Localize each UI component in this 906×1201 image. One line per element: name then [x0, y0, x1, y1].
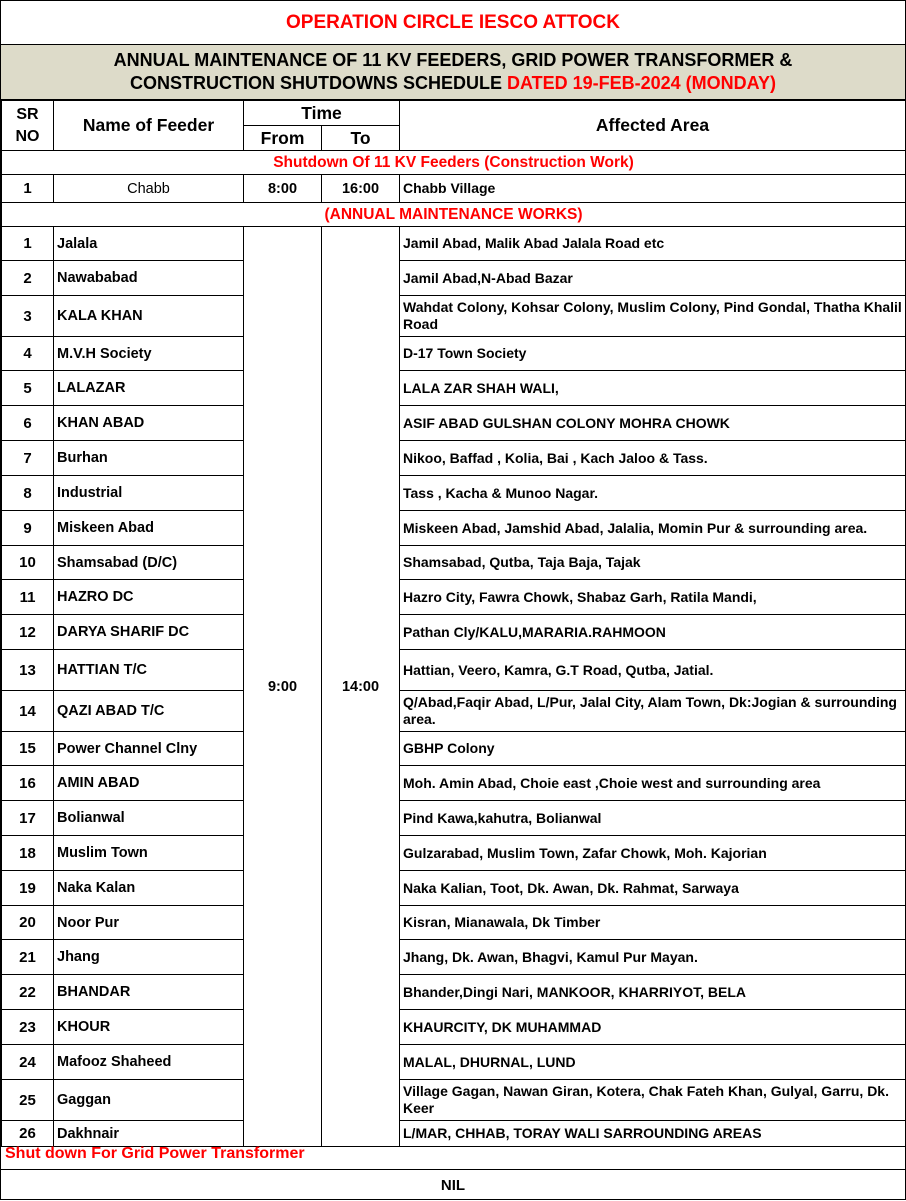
affected-area-cell: MALAL, DHURNAL, LUND — [400, 1045, 906, 1080]
feeder-cell: QAZI ABAD T/C — [54, 691, 244, 732]
table-row — [2, 691, 906, 732]
table-row — [2, 511, 906, 546]
feeder-cell: Jhang — [54, 940, 244, 975]
affected-area-cell: Pathan Cly/KALU,MARARIA.RAHMOON — [400, 615, 906, 650]
subtitle-line-2-text: CONSTRUCTION SHUTDOWNS SCHEDULE — [129, 73, 502, 93]
sr-cell: 6 — [2, 406, 54, 441]
schedule-date: DATED 19-FEB-2024 (MONDAY) — [506, 73, 777, 93]
sr-cell: 3 — [2, 296, 54, 337]
sr-cell: 20 — [2, 906, 54, 940]
affected-area-cell: Wahdat Colony, Kohsar Colony, Muslim Colony, Pind Gondal, Thatha Khalil Road — [400, 296, 906, 337]
feeder-cell: Dakhnair — [54, 1121, 244, 1147]
affected-area-cell: Tass , Kacha & Munoo Nagar. — [400, 476, 906, 511]
table-row — [2, 296, 906, 337]
table-row — [2, 371, 906, 406]
affected-area-cell: Miskeen Abad, Jamshid Abad, Jalalia, Momin Pur & surrounding area. — [400, 511, 906, 546]
sr-cell: 21 — [2, 940, 54, 975]
affected-area-cell: Gulzarabad, Muslim Town, Zafar Chowk, Moh. Kajorian — [400, 836, 906, 871]
table-row — [2, 1045, 906, 1080]
affected-area-cell: Village Gagan, Nawan Giran, Kotera, Chak Fateh Khan, Gulyal, Garru, Dk. Keer — [400, 1080, 906, 1121]
feeder-cell: HATTIAN T/C — [54, 650, 244, 691]
construction-section-title: Shutdown Of 11 KV Feeders (Construction Work) — [2, 151, 906, 175]
time-header: Time — [244, 101, 400, 126]
sr-cell: 8 — [2, 476, 54, 511]
affected-area-cell: Pind Kawa,kahutra, Bolianwal — [400, 801, 906, 836]
table-row — [2, 261, 906, 296]
sr-cell: 22 — [2, 975, 54, 1010]
affected-area-cell: KHAURCITY, DK MUHAMMAD — [400, 1010, 906, 1045]
affected-area-cell: Nikoo, Baffad , Kolia, Bai , Kach Jaloo & Tass. — [400, 441, 906, 476]
feeder-cell: Nawababad — [54, 261, 244, 296]
sr-cell: 24 — [2, 1045, 54, 1080]
affected-area-cell: GBHP Colony — [400, 732, 906, 766]
feeder-cell: Bolianwal — [54, 801, 244, 836]
affected-area-cell: D-17 Town Society — [400, 337, 906, 371]
feeder-cell: M.V.H Society — [54, 337, 244, 371]
table-row — [2, 441, 906, 476]
feeder-cell: Burhan — [54, 441, 244, 476]
feeder-cell: Noor Pur — [54, 906, 244, 940]
feeder-cell: Mafooz Shaheed — [54, 1045, 244, 1080]
affected-area-cell: Bhander,Dingi Nari, MANKOOR, KHARRIYOT, BELA — [400, 975, 906, 1010]
sr-cell: 5 — [2, 371, 54, 406]
subtitle-line-2 — [130, 72, 776, 95]
table-row — [2, 1121, 906, 1147]
sr-cell: 23 — [2, 1010, 54, 1045]
affected-area-cell: L/MAR, CHHAB, TORAY WALI SARROUNDING AREAS — [400, 1121, 906, 1147]
sr-cell: 16 — [2, 766, 54, 801]
table-row — [2, 580, 906, 615]
to-time-cell: 14:00 — [322, 227, 400, 1147]
affected-area-cell: Jamil Abad, Malik Abad Jalala Road etc — [400, 227, 906, 261]
sr-cell: 14 — [2, 691, 54, 732]
feeder-cell: Industrial — [54, 476, 244, 511]
sr-cell: 9 — [2, 511, 54, 546]
affected-area-cell: Shamsabad, Qutba, Taja Baja, Tajak — [400, 546, 906, 580]
feeder-cell: BHANDAR — [54, 975, 244, 1010]
affected-area-cell: Q/Abad,Faqir Abad, L/Pur, Jalal City, Alam Town, Dk:Jogian & surrounding area. — [400, 691, 906, 732]
affected-area-cell: Naka Kalian, Toot, Dk. Awan, Dk. Rahmat, Sarwaya — [400, 871, 906, 906]
sr-cell: 10 — [2, 546, 54, 580]
to-header: To — [322, 126, 400, 151]
feeder-name-header: Name of Feeder — [54, 101, 244, 151]
schedule-table — [1, 100, 906, 1147]
feeder-cell: KALA KHAN — [54, 296, 244, 337]
table-row — [2, 732, 906, 766]
table-row — [2, 801, 906, 836]
table-row — [2, 871, 906, 906]
sr-cell: 1 — [2, 227, 54, 261]
affected-area-cell: Hazro City, Fawra Chowk, Shabaz Garh, Ratila Mandi, — [400, 580, 906, 615]
feeder-cell: HAZRO DC — [54, 580, 244, 615]
sr-cell: 19 — [2, 871, 54, 906]
table-row — [2, 227, 906, 261]
sr-cell: 4 — [2, 337, 54, 371]
table-row — [2, 975, 906, 1010]
feeder-cell: AMIN ABAD — [54, 766, 244, 801]
maintenance-section-title: (ANNUAL MAINTENANCE WORKS) — [2, 203, 906, 227]
feeder-cell: Shamsabad (D/C) — [54, 546, 244, 580]
sr-cell: 11 — [2, 580, 54, 615]
table-row — [2, 836, 906, 871]
feeder-cell: Chabb — [54, 175, 244, 203]
table-row — [2, 1080, 906, 1121]
table-row — [2, 175, 906, 203]
sr-cell: 15 — [2, 732, 54, 766]
sr-cell: 13 — [2, 650, 54, 691]
table-row — [2, 650, 906, 691]
affected-area-cell: Chabb Village — [400, 175, 906, 203]
table-row — [2, 766, 906, 801]
affected-area-cell: Jamil Abad,N-Abad Bazar — [400, 261, 906, 296]
sr-cell: 12 — [2, 615, 54, 650]
to-time-cell: 16:00 — [322, 175, 400, 203]
feeder-cell: Muslim Town — [54, 836, 244, 871]
affected-area-cell: Kisran, Mianawala, Dk Timber — [400, 906, 906, 940]
feeder-cell: KHOUR — [54, 1010, 244, 1045]
sr-cell: 18 — [2, 836, 54, 871]
sr-cell: 1 — [2, 175, 54, 203]
affected-area-header: Affected Area — [400, 101, 906, 151]
grid-transformer-section-title: Shut down For Grid Power Transformer — [5, 1145, 305, 1162]
org-title: OPERATION CIRCLE IESCO ATTOCK — [1, 1, 905, 45]
sr-cell: 7 — [2, 441, 54, 476]
feeder-cell: Miskeen Abad — [54, 511, 244, 546]
sr-no-header — [2, 101, 54, 151]
feeder-cell: Power Channel Clny — [54, 732, 244, 766]
feeder-cell: Gaggan — [54, 1080, 244, 1121]
sr-cell: 17 — [2, 801, 54, 836]
from-header: From — [244, 126, 322, 151]
sr-cell: 26 — [2, 1121, 54, 1147]
table-row — [2, 940, 906, 975]
affected-area-cell: ASIF ABAD GULSHAN COLONY MOHRA CHOWK — [400, 406, 906, 441]
from-time-cell: 9:00 — [244, 227, 322, 1147]
affected-area-cell: Moh. Amin Abad, Choie east ,Choie west and surrounding area — [400, 766, 906, 801]
affected-area-cell: LALA ZAR SHAH WALI, — [400, 371, 906, 406]
table-row — [2, 406, 906, 441]
schedule-body — [2, 151, 906, 1147]
sr-cell: 2 — [2, 261, 54, 296]
subtitle-line-1: ANNUAL MAINTENANCE OF 11 KV FEEDERS, GRID POWER TRANSFORMER & — [113, 50, 793, 70]
from-time-cell: 8:00 — [244, 175, 322, 203]
feeder-cell: KHAN ABAD — [54, 406, 244, 441]
sr-header-line-2: NO — [15, 127, 40, 145]
feeder-cell: LALAZAR — [54, 371, 244, 406]
feeder-cell: Jalala — [54, 227, 244, 261]
sr-header-line-1: SR — [16, 105, 39, 123]
grid-transformer-value: NIL — [1, 1169, 905, 1201]
sr-cell: 25 — [2, 1080, 54, 1121]
affected-area-cell: Hattian, Veero, Kamra, G.T Road, Qutba, Jatial. — [400, 650, 906, 691]
feeder-cell: DARYA SHARIF DC — [54, 615, 244, 650]
table-row — [2, 906, 906, 940]
table-row — [2, 1010, 906, 1045]
table-row — [2, 476, 906, 511]
schedule-subtitle — [1, 45, 905, 100]
table-row — [2, 337, 906, 371]
table-row — [2, 615, 906, 650]
table-row — [2, 546, 906, 580]
affected-area-cell: Jhang, Dk. Awan, Bhagvi, Kamul Pur Mayan. — [400, 940, 906, 975]
feeder-cell: Naka Kalan — [54, 871, 244, 906]
